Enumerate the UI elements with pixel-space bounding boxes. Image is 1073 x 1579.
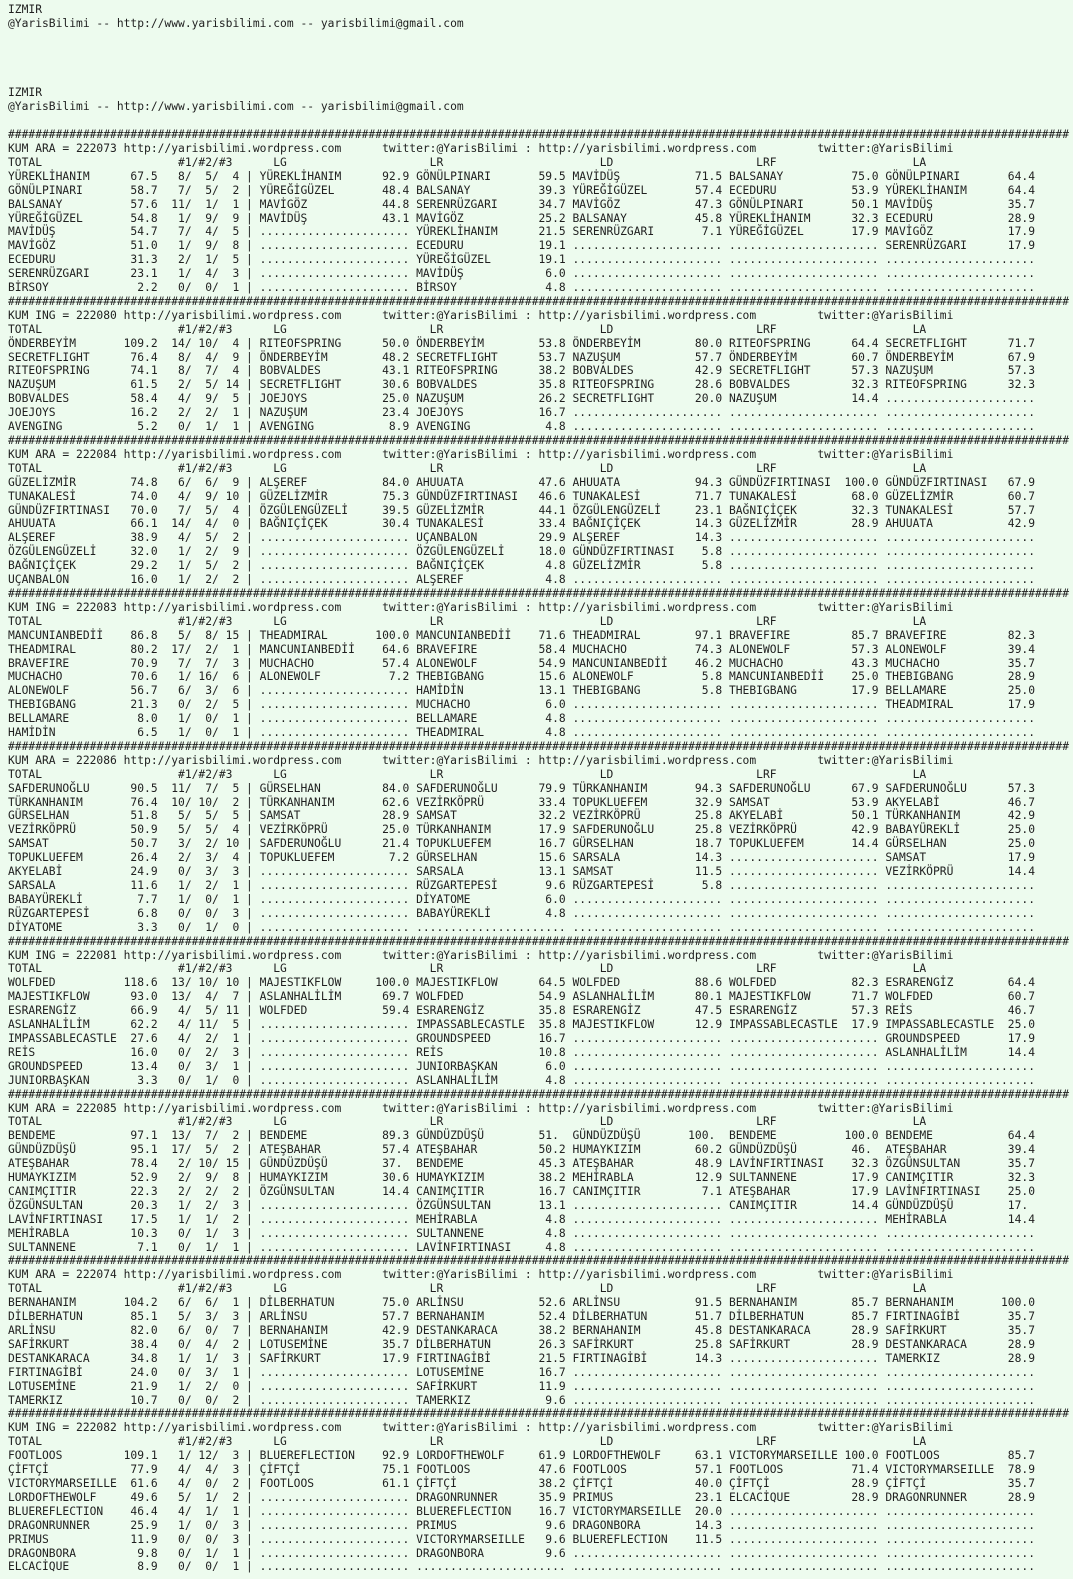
section-title: KUM ING = 222080 http://yarisbilimi.wordpress.com twitter:@YarisBilimi : http://yarisbilimi.wordpress.com twitter:@YarisBilimi — [8, 308, 954, 322]
section-222081 — [8, 935, 1073, 1088]
blank-line — [8, 114, 1073, 128]
table-row: AVENGING 5.2 0/ 1/ 1 | AVENGING 8.9 AVENGING 4.8 ...................... ...................... ...................... — [8, 420, 1035, 434]
table-row: UÇANBALON 16.0 1/ 2/ 2 | ...................... ALŞEREF 4.8 ...................... ...................... ...................... — [8, 573, 1035, 587]
blank-line — [8, 72, 1073, 86]
section-title: KUM ING = 222082 http://yarisbilimi.wordpress.com twitter:@YarisBilimi : http://yarisbilimi.wordpress.com twitter:@YarisBilimi — [8, 1421, 954, 1435]
table-row: ALONEWOLF 56.7 6/ 3/ 6 | ...................... HAMİDİN 13.1 THEBIGBANG 5.8 THEBIGBANG 17.9 BELLAMARE 25.0 — [8, 684, 1035, 698]
column-header: TOTAL #1/#2/#3 LG LR LD LRF LA — [8, 322, 927, 336]
table-row: THEADMIRAL 80.2 17/ 2/ 1 | MANCUNIANBEDİİ 64.6 BRAVEFIRE 58.4 MUCHACHO 74.3 ALONEWOLF 57.3 ALONEWOLF 39.4 — [8, 642, 1035, 656]
table-row: RÜZGARTEPESİ 6.8 0/ 0/ 3 | ...................... BABAYÜREKLİ 4.8 ...................... ...................... ...................... — [8, 906, 1035, 920]
section-title: KUM ARA = 222086 http://yarisbilimi.wordpress.com twitter:@YarisBilimi : http://yarisbilimi.wordpress.com twitter:@YarisBilimi — [8, 753, 954, 767]
table-row: LOTUSEMİNE 21.9 1/ 2/ 0 | ...................... SAFİRKURT 11.9 ...................... ...................... ...................... — [8, 1379, 1035, 1393]
table-row: VEZİRKÖPRÜ 50.9 5/ 5/ 4 | VEZİRKÖPRÜ 25.0 TÜRKANHANIM 17.9 SAFDERUNOĞLU 25.8 VEZİRKÖPRÜ 42.9 BABAYÜREKLİ 25.0 — [8, 823, 1035, 837]
table-row: RITEOFSPRING 74.1 8/ 7/ 4 | BOBVALDES 43.1 RITEOFSPRING 38.2 BOBVALDES 42.9 SECRETFLIGHT 57.3 NAZUŞUM 57.3 — [8, 364, 1035, 378]
table-row: BABAYÜREKLİ 7.7 1/ 0/ 1 | ...................... DİYATOME 6.0 ...................... ...................... ...................... — [8, 892, 1035, 906]
section-title: KUM ARA = 222073 http://yarisbilimi.wordpress.com twitter:@YarisBilimi : http://yarisbilimi.wordpress.com twitter:@YarisBilimi — [8, 141, 954, 155]
table-row: ASLANHALİLİM 62.2 4/ 11/ 5 | ...................... IMPASSABLECASTLE 35.8 MAJESTIKFLOW 12.9 IMPASSABLECASTLE 17.9 IMPASSABLECASTLE 25.0 — [8, 1018, 1035, 1032]
table-row: GÜNDÜZDÜŞÜ 95.1 17/ 5/ 2 | ATEŞBAHAR 57.4 ATEŞBAHAR 50.2 HUMAYKIZIM 60.2 GÜNDÜZDÜŞÜ 46. ATEŞBAHAR 39.4 — [8, 1143, 1035, 1157]
table-row: BENDEME 97.1 13/ 7/ 2 | BENDEME 89.3 GÜNDÜZDÜŞÜ 51. GÜNDÜZDÜŞÜ 100. BENDEME 100.0 BENDEME 64.4 — [8, 1129, 1035, 1143]
table-row: LAVİNFIRTINASI 17.5 1/ 1/ 2 | ...................... MEHİRABLA 4.8 ...................... ...................... MEHİRABLA 14.4 — [8, 1212, 1035, 1226]
column-header: TOTAL #1/#2/#3 LG LR LD LRF LA — [8, 155, 927, 169]
table-row: GROUNDSPEED 13.4 0/ 3/ 1 | ...................... JUNIORBAŞKAN 6.0 ...................... ...................... ...................... — [8, 1059, 1035, 1073]
blank-line — [8, 45, 1073, 59]
column-header: TOTAL #1/#2/#3 LG LR LD LRF LA — [8, 614, 927, 628]
table-row: DESTANKARACA 34.8 1/ 1/ 3 | SAFİRKURT 17.9 FIRTINAGİBİ 21.5 FIRTINAGİBİ 14.3 ...................... TAMERKIZ 28.9 — [8, 1351, 1035, 1365]
table-row: SAFİRKURT 38.4 0/ 4/ 2 | LOTUSEMİNE 35.7 DİLBERHATUN 26.3 SAFİRKURT 25.8 SAFİRKURT 28.9 DESTANKARACA 28.9 — [8, 1337, 1035, 1351]
table-row: SECRETFLIGHT 76.4 8/ 4/ 9 | ÖNDERBEYİM 48.2 SECRETFLIGHT 53.7 NAZUŞUM 57.7 ÖNDERBEYİM 60.7 ÖNDERBEYİM 67.9 — [8, 350, 1035, 364]
table-row: JOEJOYS 16.2 2/ 2/ 1 | NAZUŞUM 23.4 JOEJOYS 16.7 ...................... ...................... ...................... — [8, 406, 1035, 420]
table-row: THEBIGBANG 21.3 0/ 2/ 5 | ...................... MUCHACHO 6.0 ...................... ...................... THEADMIRAL 17.9 — [8, 698, 1035, 712]
table-row: SAFDERUNOĞLU 90.5 11/ 7/ 5 | GÜRSELHAN 84.0 SAFDERUNOĞLU 79.9 TÜRKANHANIM 94.3 SAFDERUNOĞLU 67.9 SAFDERUNOĞLU 57.3 — [8, 781, 1035, 795]
table-row: MAVİGÖZ 51.0 1/ 9/ 8 | ...................... ECEDURU 19.1 ...................... ...................... SERENRÜZGARI 17.9 — [8, 239, 1035, 253]
table-row: NAZUŞUM 61.5 2/ 5/ 14 | SECRETFLIGHT 30.6 BOBVALDES 35.8 RITEOFSPRING 28.6 BOBVALDES 32.3 RITEOFSPRING 32.3 — [8, 378, 1035, 392]
table-row: HUMAYKIZIM 52.9 2/ 9/ 8 | HUMAYKIZIM 30.6 HUMAYKIZIM 38.2 MEHİRABLA 12.9 SULTANNENE 17.9 CANIMÇITIR 32.3 — [8, 1171, 1035, 1185]
section-divider: ############################################################################################################################################################ — [8, 434, 1070, 448]
table-row: CANIMÇITIR 22.3 2/ 2/ 2 | ÖZGÜNSULTAN 14.4 CANIMÇITIR 16.7 CANIMÇITIR 7.1 ATEŞBAHAR 17.9 LAVİNFIRTINASI 25.0 — [8, 1184, 1035, 1198]
section-divider: ############################################################################################################################################################ — [8, 294, 1070, 308]
table-row: ÖZGÜNSULTAN 20.3 1/ 2/ 3 | ...................... ÖZGÜNSULTAN 13.1 ...................... CANIMÇITIR 14.4 GÜNDÜZDÜŞÜ 17. — [8, 1198, 1035, 1212]
table-row: MANCUNIANBEDİİ 86.8 5/ 8/ 15 | THEADMIRAL 100.0 MANCUNIANBEDİİ 71.6 THEADMIRAL 97.1 BRAVEFIRE 85.7 BRAVEFIRE 82.3 — [8, 628, 1035, 642]
table-row: ARLİNSU 82.0 6/ 0/ 7 | BERNAHANIM 42.9 DESTANKARACA 38.2 BERNAHANIM 45.8 DESTANKARACA 28.9 SAFİRKURT 35.7 — [8, 1324, 1035, 1338]
table-row: TOPUKLUEFEM 26.4 2/ 3/ 4 | TOPUKLUEFEM 7.2 GÜRSELHAN 15.6 SARSALA 14.3 ...................... SAMSAT 17.9 — [8, 851, 1035, 865]
table-row: LORDOFTHEWOLF 49.6 5/ 1/ 2 | ...................... DRAGONRUNNER 35.9 PRIMUS 23.1 ELCACİQUE 28.9 DRAGONRUNNER 28.9 — [8, 1490, 1035, 1504]
blank-line — [8, 59, 1073, 73]
section-222082 — [8, 1407, 1073, 1574]
table-row: ÖZGÜLENGÜZELİ 32.0 1/ 2/ 9 | ...................... ÖZGÜLENGÜZELİ 18.0 GÜNDÜZFIRTINASI 5.8 ...................... ...................... — [8, 545, 1035, 559]
table-row: FOOTLOOS 109.1 1/ 12/ 3 | BLUEREFLECTION 92.9 LORDOFTHEWOLF 61.9 LORDOFTHEWOLF 63.1 VICTORYMARSEILLE 100.0 FOOTLOOS 85.7 — [8, 1449, 1035, 1463]
table-row: DİYATOME 3.3 0/ 1/ 0 | ...................... ...................... ...................... ...................... ...................... — [8, 920, 1035, 934]
table-row: IMPASSABLECASTLE 27.6 4/ 2/ 1 | ...................... GROUNDSPEED 16.7 ...................... ...................... GROUNDSPEED 17.9 — [8, 1031, 1035, 1045]
table-row: BAĞNIÇİÇEK 29.2 1/ 5/ 2 | ...................... BAĞNIÇİÇEK 4.8 GÜZELİZMİR 5.8 ...................... ...................... — [8, 559, 1035, 573]
table-row: REİS 16.0 0/ 2/ 3 | ...................... REİS 10.8 ...................... ...................... ASLANHALİLİM 14.4 — [8, 1045, 1035, 1059]
column-header: TOTAL #1/#2/#3 LG LR LD LRF LA — [8, 1115, 927, 1129]
table-row: BOBVALDES 58.4 4/ 9/ 5 | JOEJOYS 25.0 NAZUŞUM 26.2 SECRETFLIGHT 20.0 NAZUŞUM 14.4 ...................... — [8, 392, 1035, 406]
table-row: WOLFDED 118.6 13/ 10/ 10 | MAJESTIKFLOW 100.0 MAJESTIKFLOW 64.5 WOLFDED 88.6 WOLFDED 82.3 ESRARENGİZ 64.4 — [8, 976, 1035, 990]
city-title: IZMIR — [8, 86, 43, 100]
table-row: SERENRÜZGARI 23.1 1/ 4/ 3 | ...................... MAVİDÜŞ 6.0 ...................... ...................... ...................... — [8, 267, 1035, 281]
section-title: KUM ING = 222081 http://yarisbilimi.wordpress.com twitter:@YarisBilimi : http://yarisbilimi.wordpress.com twitter:@YarisBilimi — [8, 948, 954, 962]
table-row: ELCACİQUE 8.9 0/ 0/ 1 | ...................... ...................... ...................... ...................... ...................... — [8, 1560, 1035, 1574]
credit-line: @YarisBilimi -- http://www.yarisbilimi.com -- yarisbilimi@gmail.com — [8, 100, 464, 114]
table-row: VICTORYMARSEILLE 61.6 4/ 0/ 2 | FOOTLOOS 61.1 ÇİFTÇİ 38.2 ÇİFTÇİ 40.0 ÇİFTÇİ 28.9 ÇİFTÇİ 35.7 — [8, 1476, 1035, 1490]
blank-line — [8, 31, 1073, 45]
table-row: BİRSOY 2.2 0/ 0/ 1 | ...................... BİRSOY 4.8 ...................... ...................... ...................... — [8, 281, 1035, 295]
table-row: BELLAMARE 8.0 1/ 0/ 1 | ...................... BELLAMARE 4.8 ...................... ...................... ...................... — [8, 712, 1035, 726]
table-row: DRAGONRUNNER 25.9 1/ 0/ 3 | ...................... PRIMUS 9.6 DRAGONBORA 14.3 ...................... ...................... — [8, 1518, 1035, 1532]
table-row: BALSANAY 57.6 11/ 1/ 1 | MAVİGÖZ 44.8 SERENRÜZGARI 34.7 MAVİGÖZ 47.3 GÖNÜLPINARI 50.1 MAVİDÜŞ 35.7 — [8, 197, 1035, 211]
section-divider: ############################################################################################################################################################ — [8, 1407, 1070, 1421]
section-222080 — [8, 295, 1073, 434]
column-header: TOTAL #1/#2/#3 LG LR LD LRF LA — [8, 1435, 927, 1449]
table-row: TUNAKALESİ 74.0 4/ 9/ 10 | GÜZELİZMİR 75.3 GÜNDÜZFIRTINASI 46.6 TUNAKALESİ 71.7 TUNAKALESİ 68.0 GÜZELİZMİR 60.7 — [8, 489, 1035, 503]
table-row: SARSALA 11.6 1/ 2/ 1 | ...................... RÜZGARTEPESİ 9.6 RÜZGARTEPESİ 5.8 ...................... ...................... — [8, 879, 1035, 893]
table-row: ESRARENGİZ 66.9 4/ 5/ 11 | WOLFDED 59.4 ESRARENGİZ 35.8 ESRARENGİZ 47.5 ESRARENGİZ 57.3 REİS 46.7 — [8, 1004, 1035, 1018]
section-222073 — [8, 128, 1073, 295]
section-222083 — [8, 587, 1073, 740]
table-row: ECEDURU 31.3 2/ 1/ 5 | ...................... YÜREĞİGÜZEL 19.1 ...................... ...................... ...................... — [8, 253, 1035, 267]
table-row: GÜZELİZMİR 74.8 6/ 6/ 9 | ALŞEREF 84.0 AHUUATA 47.6 AHUUATA 94.3 GÜNDÜZFIRTINASI 100.0 GÜNDÜZFIRTINASI 67.9 — [8, 475, 1035, 489]
table-row: AKYELABİ 24.9 0/ 3/ 3 | ...................... SARSALA 13.1 SAMSAT 11.5 ...................... VEZİRKÖPRÜ 14.4 — [8, 865, 1035, 879]
credit-line: @YarisBilimi -- http://www.yarisbilimi.com -- yarisbilimi@gmail.com — [8, 16, 464, 30]
table-row: TÜRKANHANIM 76.4 10/ 10/ 2 | TÜRKANHANIM 62.6 VEZİRKÖPRÜ 33.4 TOPUKLUEFEM 32.9 SAMSAT 53.9 AKYELABİ 46.7 — [8, 795, 1035, 809]
column-header: TOTAL #1/#2/#3 LG LR LD LRF LA — [8, 962, 927, 976]
section-divider: ############################################################################################################################################################ — [8, 586, 1070, 600]
section-divider: ############################################################################################################################################################ — [8, 934, 1070, 948]
table-row: DİLBERHATUN 85.1 5/ 3/ 3 | ARLİNSU 57.7 BERNAHANIM 52.4 DİLBERHATUN 51.7 DİLBERHATUN 85.7 FIRTINAGİBİ 35.7 — [8, 1310, 1035, 1324]
table-row: HAMİDİN 6.5 1/ 0/ 1 | ...................... THEADMIRAL 4.8 ...................... ...................... ...................... — [8, 726, 1035, 740]
table-row: ÖNDERBEYİM 109.2 14/ 10/ 4 | RITEOFSPRING 50.0 ÖNDERBEYİM 53.8 ÖNDERBEYİM 80.0 RITEOFSPRING 64.4 SECRETFLIGHT 71.7 — [8, 336, 1035, 350]
section-divider: ############################################################################################################################################################ — [8, 1087, 1070, 1101]
section-divider: ############################################################################################################################################################ — [8, 739, 1070, 753]
section-222086 — [8, 740, 1073, 935]
table-row: SAMSAT 50.7 3/ 2/ 10 | SAFDERUNOĞLU 21.4 TOPUKLUEFEM 16.7 GÜRSELHAN 18.7 TOPUKLUEFEM 14.4 GÜRSELHAN 25.0 — [8, 837, 1035, 851]
section-divider: ############################################################################################################################################################ — [8, 128, 1070, 142]
table-row: SULTANNENE 7.1 0/ 1/ 1 | ...................... LAVİNFIRTINASI 4.8 ...................... ...................... ...................... — [8, 1240, 1035, 1254]
section-title: KUM ARA = 222085 http://yarisbilimi.wordpress.com twitter:@YarisBilimi : http://yarisbilimi.wordpress.com twitter:@YarisBilimi — [8, 1101, 954, 1115]
column-header: TOTAL #1/#2/#3 LG LR LD LRF LA — [8, 461, 927, 475]
table-row: BERNAHANIM 104.2 6/ 6/ 1 | DİLBERHATUN 75.0 ARLİNSU 52.6 ARLİNSU 91.5 BERNAHANIM 85.7 BERNAHANIM 100.0 — [8, 1296, 1035, 1310]
table-row: GÜNDÜZFIRTINASI 70.0 7/ 5/ 4 | ÖZGÜLENGÜZELİ 39.5 GÜZELİZMİR 44.1 ÖZGÜLENGÜZELİ 23.1 BAĞNIÇİÇEK 32.3 TUNAKALESİ 57.7 — [8, 503, 1035, 517]
table-row: GÜRSELHAN 51.8 5/ 5/ 5 | SAMSAT 28.9 SAMSAT 32.2 VEZİRKÖPRÜ 25.8 AKYELABİ 50.1 TÜRKANHANIM 42.9 — [8, 809, 1035, 823]
table-row: YÜREKLİHANIM 67.5 8/ 5/ 4 | YÜREKLİHANIM 92.9 GÖNÜLPINARI 59.5 MAVİDÜŞ 71.5 BALSANAY 75.0 GÖNÜLPINARI 64.4 — [8, 169, 1035, 183]
table-row: MAVİDÜŞ 54.7 7/ 4/ 5 | ...................... YÜREKLİHANIM 21.5 SERENRÜZGARI 7.1 YÜREĞİGÜZEL 17.9 MAVİGÖZ 17.9 — [8, 225, 1035, 239]
section-222085 — [8, 1088, 1073, 1255]
table-row: ATEŞBAHAR 78.4 2/ 10/ 15 | GÜNDÜZDÜŞÜ 37. BENDEME 45.3 ATEŞBAHAR 48.9 LAVİNFIRTINASI 32.3 ÖZGÜNSULTAN 35.7 — [8, 1157, 1035, 1171]
section-222074 — [8, 1254, 1073, 1407]
table-row: ALŞEREF 38.9 4/ 5/ 2 | ...................... UÇANBALON 29.9 ALŞEREF 14.3 ...................... ...................... — [8, 531, 1035, 545]
table-row: TAMERKIZ 10.7 0/ 0/ 2 | ...................... TAMERKIZ 9.6 ...................... ...................... ...................... — [8, 1393, 1035, 1407]
table-row: MEHİRABLA 10.3 0/ 1/ 3 | ...................... SULTANNENE 4.8 ...................... ...................... ...................... — [8, 1226, 1035, 1240]
column-header: TOTAL #1/#2/#3 LG LR LD LRF LA — [8, 767, 927, 781]
section-title: KUM ARA = 222074 http://yarisbilimi.wordpress.com twitter:@YarisBilimi : http://yarisbilimi.wordpress.com twitter:@YarisBilimi — [8, 1268, 954, 1282]
intro-block — [8, 3, 1073, 128]
table-row: ÇİFTÇİ 77.9 4/ 4/ 3 | ÇİFTÇİ 75.1 FOOTLOOS 47.6 FOOTLOOS 57.1 FOOTLOOS 71.4 VICTORYMARSEILLE 78.9 — [8, 1463, 1035, 1477]
table-row: BLUEREFLECTION 46.4 4/ 1/ 1 | ...................... BLUEREFLECTION 16.7 VICTORYMARSEILLE 20.0 ...................... ...................... — [8, 1504, 1035, 1518]
table-row: YÜREĞİGÜZEL 54.8 1/ 9/ 9 | MAVİDÜŞ 43.1 MAVİGÖZ 25.2 BALSANAY 45.8 YÜREKLİHANIM 32.3 ECEDURU 28.9 — [8, 211, 1035, 225]
table-row: DRAGONBORA 9.8 0/ 1/ 1 | ...................... DRAGONBORA 9.6 ...................... ...................... ...................... — [8, 1546, 1035, 1560]
column-header: TOTAL #1/#2/#3 LG LR LD LRF LA — [8, 1282, 927, 1296]
city-title: IZMIR — [8, 3, 43, 16]
table-row: MUCHACHO 70.6 1/ 16/ 6 | ALONEWOLF 7.2 THEBIGBANG 15.6 ALONEWOLF 5.8 MANCUNIANBEDİİ 25.0 THEBIGBANG 28.9 — [8, 670, 1035, 684]
section-divider: ############################################################################################################################################################ — [8, 1254, 1070, 1268]
table-row: JUNIORBAŞKAN 3.3 0/ 1/ 0 | ...................... ASLANHALİLİM 4.8 ...................... ...................... ...................... — [8, 1073, 1035, 1087]
table-row: BRAVEFIRE 70.9 7/ 7/ 3 | MUCHACHO 57.4 ALONEWOLF 54.9 MANCUNIANBEDİİ 46.2 MUCHACHO 43.3 MUCHACHO 35.7 — [8, 656, 1035, 670]
table-row: FIRTINAGİBİ 24.0 0/ 3/ 1 | ...................... LOTUSEMİNE 16.7 ...................... ...................... ...................... — [8, 1365, 1035, 1379]
table-row: GÖNÜLPINARI 58.7 7/ 5/ 2 | YÜREĞİGÜZEL 48.4 BALSANAY 39.3 YÜREĞİGÜZEL 57.4 ECEDURU 53.9 YÜREKLİHANIM 64.4 — [8, 183, 1035, 197]
table-row: MAJESTIKFLOW 93.0 13/ 4/ 7 | ASLANHALİLİM 69.7 WOLFDED 54.9 ASLANHALİLİM 80.1 MAJESTIKFLOW 71.7 WOLFDED 60.7 — [8, 990, 1035, 1004]
table-row: AHUUATA 66.1 14/ 4/ 0 | BAĞNIÇİÇEK 30.4 TUNAKALESİ 33.4 BAĞNIÇİÇEK 14.3 GÜZELİZMİR 28.9 AHUUATA 42.9 — [8, 517, 1035, 531]
section-222084 — [8, 434, 1073, 587]
section-title: KUM ING = 222083 http://yarisbilimi.wordpress.com twitter:@YarisBilimi : http://yarisbilimi.wordpress.com twitter:@YarisBilimi — [8, 600, 954, 614]
table-row: PRIMUS 11.9 0/ 0/ 3 | ...................... VICTORYMARSEILLE 9.6 BLUEREFLECTION 11.5 ...................... ...................... — [8, 1532, 1035, 1546]
section-title: KUM ARA = 222084 http://yarisbilimi.wordpress.com twitter:@YarisBilimi : http://yarisbilimi.wordpress.com twitter:@YarisBilimi — [8, 447, 954, 461]
